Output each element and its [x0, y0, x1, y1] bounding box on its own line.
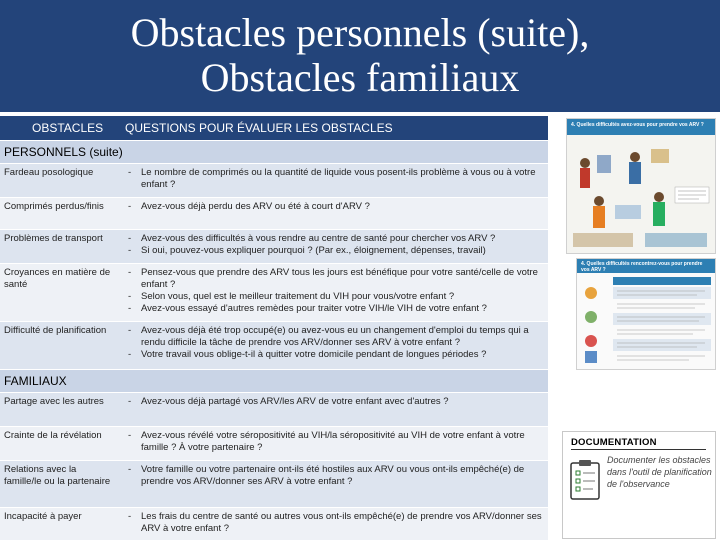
section-label: FAMILIAUX [4, 374, 67, 388]
table-row [0, 322, 548, 369]
title-line-2: Obstacles familiaux [200, 55, 520, 100]
questions-cell [124, 430, 542, 454]
obstacle-cell: Difficulté de planification [4, 325, 107, 336]
obstacle-cell: Comprimés perdus/finis [4, 201, 104, 212]
table-row [0, 393, 548, 426]
clipboard-icon [569, 458, 603, 502]
table-row [0, 461, 548, 507]
documentation-text: Documenter les obstacles dans l'outil de planification de l'observance [607, 455, 712, 489]
header-questions: QUESTIONS POUR ÉVALUER LES OBSTACLES [125, 121, 393, 135]
page-title [0, 10, 720, 100]
questions-cell [124, 396, 542, 408]
header-obstacles: OBSTACLES [32, 121, 104, 135]
questions-cell [124, 267, 542, 315]
obstacle-cell: Croyances en matière de santé [4, 267, 111, 290]
table-row [0, 264, 548, 321]
thumbnail-title: 4. Quelles difficultés avez-vous pour prendre vos ARV ? [571, 122, 704, 128]
flipchart-thumbnail-1 [566, 118, 716, 254]
flipchart-thumbnail-2 [576, 258, 716, 370]
questions-cell [124, 511, 542, 535]
table-header [0, 116, 548, 140]
title-banner [0, 0, 720, 112]
thumbnail-illustration [567, 135, 715, 253]
table-row [0, 230, 548, 263]
documentation-title: DOCUMENTATION [571, 437, 657, 448]
obstacle-cell: Relations avec la famille/le ou la partenaire [4, 464, 111, 487]
questions-cell [124, 325, 542, 361]
question-item: - Avez-vous révélé votre séropositivité au VIH/la séropositivité au VIH de votre enfant à votre famille ? À votre partenaire ? [124, 430, 542, 454]
obstacle-cell: Problèmes de transport [4, 233, 103, 244]
question-item: - Le nombre de comprimés ou la quantité de liquide vous posent-ils problème à vous ou à votre enfant ? [124, 167, 542, 191]
table-row [0, 198, 548, 229]
title-line-1: Obstacles personnels (suite), [130, 10, 590, 55]
questions-cell [124, 201, 542, 213]
question-item: - Si oui, pouvez-vous expliquer pourquoi ? (Par ex., éloignement, dépenses, travail) [124, 245, 542, 257]
question-item: - Avez-vous essayé d'autres remèdes pour traiter votre VIH/le VIH de votre enfant ? [124, 303, 542, 315]
questions-cell [124, 167, 542, 191]
questions-cell [124, 464, 542, 488]
question-item: - Pensez-vous que prendre des ARV tous les jours est bénéfique pour votre santé/celle de votre enfant ? [124, 267, 542, 291]
section-familiaux [0, 370, 548, 392]
table-row [0, 508, 548, 540]
obstacle-cell: Incapacité à payer [4, 511, 82, 522]
question-item: - Votre travail vous oblige-t-il à quitter votre domicile pendant de longues périodes ? [124, 349, 542, 361]
question-item: - Avez-vous déjà été trop occupé(e) ou avez-vous eu un changement d'emploi du temps qui a rendu difficile la tâche de prendre vos ARV/donner ses ARV à votre enfant ? [124, 325, 542, 349]
section-label: PERSONNELS (suite) [4, 145, 123, 159]
table-row [0, 164, 548, 197]
question-item: - Avez-vous déjà partagé vos ARV/les ARV de votre enfant avec d'autres ? [124, 396, 542, 408]
questions-cell [124, 233, 542, 257]
question-item: - Avez-vous des difficultés à vous rendre au centre de santé pour chercher vos ARV ? [124, 233, 542, 245]
documentation-divider [571, 449, 706, 450]
obstacle-cell: Crainte de la révélation [4, 430, 102, 441]
question-item: - Les frais du centre de santé ou autres vous ont-ils empêché(e) de prendre vos ARV/donner ses ARV à votre enfant ? [124, 511, 542, 535]
obstacle-cell: Fardeau posologique [4, 167, 94, 178]
documentation-box [562, 431, 716, 539]
table-row [0, 427, 548, 460]
section-personnels [0, 141, 548, 163]
obstacle-cell: Partage avec les autres [4, 396, 104, 407]
thumbnail-title: 4. Quelles difficultés rencontrez-vous pour prendre vos ARV ? [581, 261, 703, 273]
question-item: - Selon vous, quel est le meilleur traitement du VIH pour vous/votre enfant ? [124, 291, 542, 303]
question-item: - Votre famille ou votre partenaire ont-ils été hostiles aux ARV ou vous ont-ils empêché(e) de prendre vos ARV/donner ses ARV à votre enfant ? [124, 464, 542, 488]
thumbnail-table-graphic [577, 273, 715, 369]
question-item: - Avez-vous déjà perdu des ARV ou été à court d'ARV ? [124, 201, 542, 213]
